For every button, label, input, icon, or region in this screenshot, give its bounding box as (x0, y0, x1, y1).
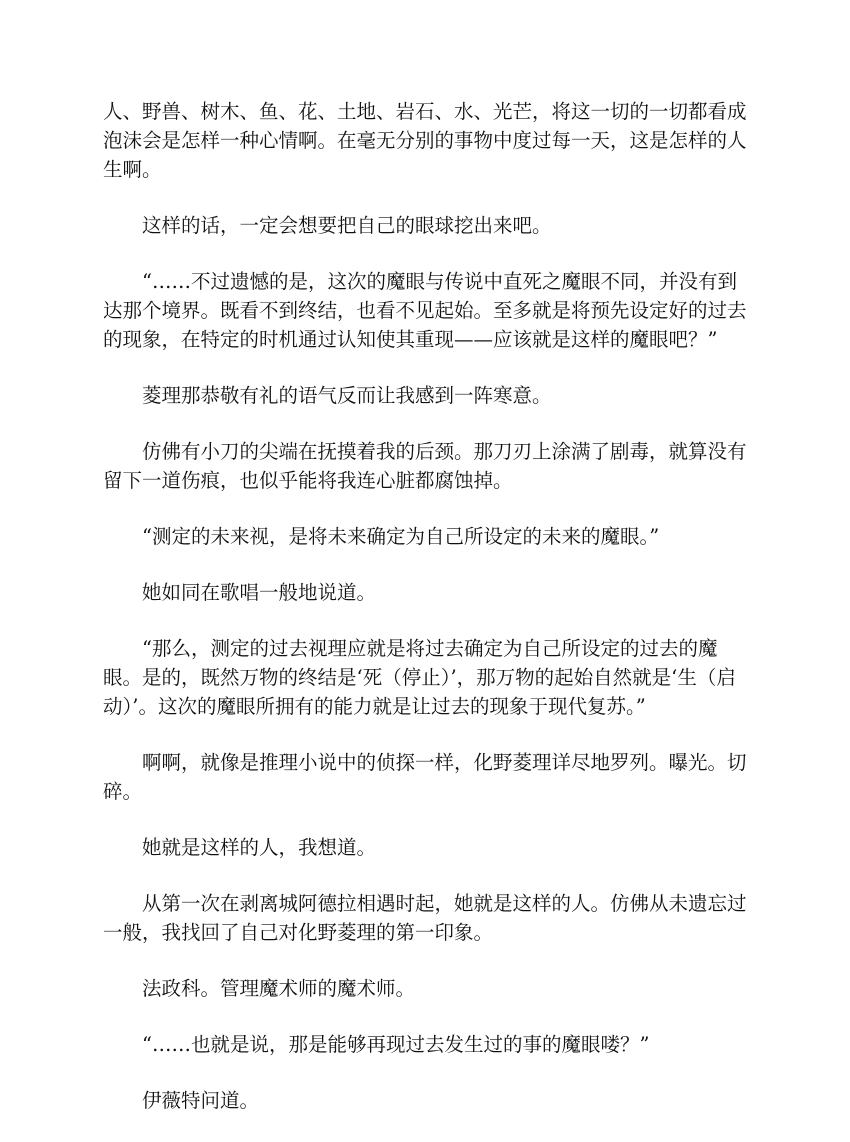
paragraph-1: 人、野兽、树木、鱼、花、土地、岩石、水、光芒，将这一切的一切都看成泡沫会是怎样一种心情啊。在毫无分别的事物中度过每一天，这是怎样的人生啊。 (103, 100, 747, 181)
paragraph-8: “那么，测定的过去视理应就是将过去确定为自己所设定的过去的魔眼。是的，既然万物的终结是‘死（停止）’，那万物的起始自然就是‘生（启动）’。这次的魔眼所拥有的能力就是让过去的现象于现代复苏。” (103, 637, 736, 718)
paragraph-2: 这样的话，一定会想要把自己的眼球挖出来吧。 (142, 214, 552, 237)
paragraph-13: “……也就是说，那是能够再现过去发生过的事的魔眼喽？” (142, 1033, 650, 1056)
paragraph-10: 她就是这样的人，我想道。 (142, 836, 377, 859)
paragraph-3: “……不过遗憾的是，这次的魔眼与传说中直死之魔眼不同，并没有到达那个境界。既看不到终结，也看不见起始。至多就是将预先设定好的过去的现象，在特定的时机通过认知使其重现——应该就是这样的魔眼吧？” (103, 270, 747, 351)
paragraph-14: 伊薇特问道。 (142, 1089, 260, 1112)
paragraph-9: 啊啊，就像是推理小说中的侦探一样，化野菱理详尽地罗列。曝光。切碎。 (103, 751, 747, 803)
paragraph-7: 她如同在歌唱一般地说道。 (142, 581, 377, 604)
paragraph-11: 从第一次在剥离城阿德拉相遇时起，她就是这样的人。仿佛从未遗忘过一般，我找回了自己对化野菱理的第一印象。 (103, 892, 747, 944)
paragraph-12: 法政科。管理魔术师的魔术师。 (142, 977, 416, 1000)
paragraph-4: 菱理那恭敬有礼的语气反而让我感到一阵寒意。 (142, 384, 552, 407)
paragraph-6: “测定的未来视，是将未来确定为自己所设定的未来的魔眼。” (142, 525, 660, 548)
paragraph-5: 仿佛有小刀的尖端在抚摸着我的后颈。那刀刃上涂满了剧毒，就算没有留下一道伤痕，也似乎能将我连心脏都腐蚀掉。 (103, 440, 747, 492)
document-page (103, 97, 749, 1142)
